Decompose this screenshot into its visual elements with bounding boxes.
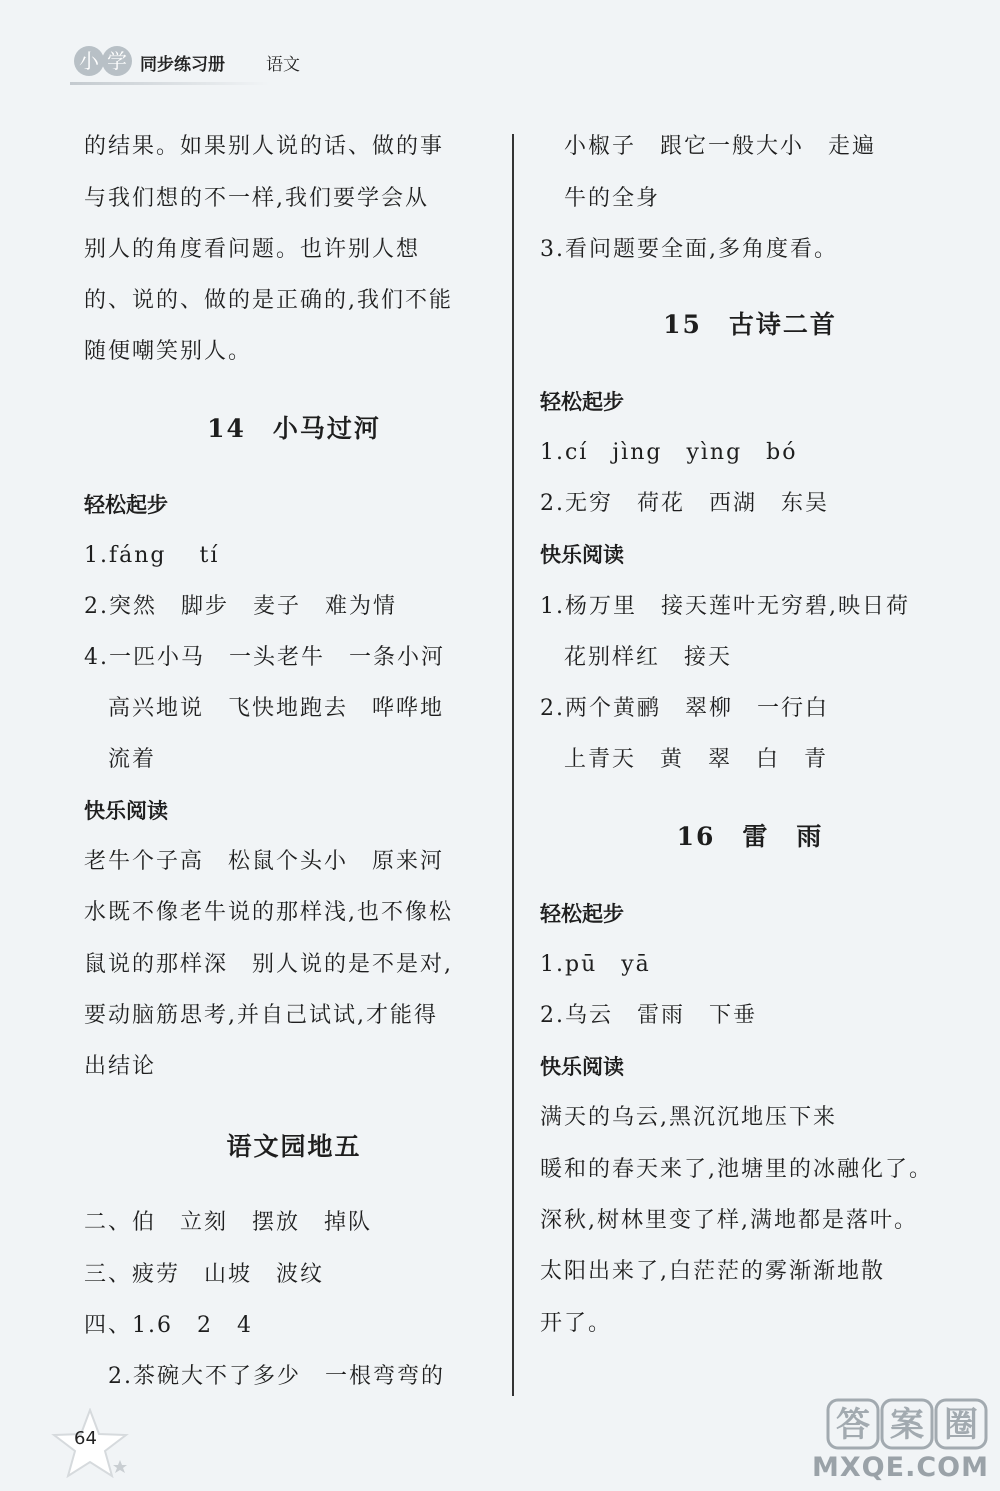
answer-line: 牛的全身 bbox=[540, 186, 661, 211]
text-line: 的结果。如果别人说的话、做的事 bbox=[84, 134, 445, 159]
answer-line: 出结论 bbox=[84, 1054, 157, 1079]
watermark-url: MXQE.COM bbox=[812, 1452, 989, 1483]
answer-line: 2.乌云 雷雨 下垂 bbox=[540, 1003, 757, 1028]
lesson-title-16: 16 雷 雨 bbox=[676, 822, 824, 851]
answer-line: 深秋,树林里变了样,满地都是落叶。 bbox=[540, 1208, 918, 1233]
book-title: 同步练习册 bbox=[140, 55, 225, 75]
section-heading: 快乐阅读 bbox=[84, 799, 168, 823]
answer-line: 花别样红 接天 bbox=[540, 645, 733, 670]
column-divider bbox=[512, 134, 514, 1396]
answer-line: 3.看问题要全面,多角度看。 bbox=[540, 237, 838, 262]
page-number: 64 bbox=[74, 1428, 97, 1449]
watermark-glyph: 案 bbox=[890, 1405, 924, 1445]
logo-char: 学 bbox=[102, 46, 132, 76]
text-line: 的、说的、做的是正确的,我们不能 bbox=[84, 288, 453, 313]
watermark-glyph: 圈 bbox=[944, 1405, 978, 1445]
answer-line: 上青天 黄 翠 白 青 bbox=[540, 747, 829, 772]
answer-line: 满天的乌云,黑沉沉地压下来 bbox=[540, 1105, 837, 1130]
text-line: 随便嘲笑别人。 bbox=[84, 339, 253, 364]
answer-line: 小椒子 跟它一般大小 走遍 bbox=[540, 134, 877, 159]
lesson-title-15: 15 古诗二首 bbox=[663, 310, 837, 339]
watermark-logo-icon bbox=[826, 1396, 992, 1452]
header-rule bbox=[70, 82, 270, 85]
answer-line: 要动脑筋思考,并自己试试,才能得 bbox=[84, 1003, 438, 1028]
answer-line: 四、1.6 2 4 bbox=[84, 1313, 253, 1338]
answer-line: 水既不像老牛说的那样浅,也不像松 bbox=[84, 900, 453, 925]
section-heading: 轻松起步 bbox=[540, 390, 624, 414]
answer-line: 2.突然 脚步 麦子 难为情 bbox=[84, 594, 397, 619]
subject-label: 语文 bbox=[266, 55, 300, 75]
answer-line: 三、疲劳 山坡 波纹 bbox=[84, 1262, 325, 1287]
answer-line: 二、伯 立刻 摆放 掉队 bbox=[84, 1210, 373, 1235]
answer-line: 1.杨万里 接天莲叶无穷碧,映日荷 bbox=[540, 594, 910, 619]
text-line: 别人的角度看问题。也许别人想 bbox=[84, 237, 421, 262]
answer-line: 老牛个子高 松鼠个头小 原来河 bbox=[84, 849, 445, 874]
section-heading: 轻松起步 bbox=[84, 493, 168, 517]
page-header bbox=[70, 44, 490, 84]
answer-line: 2.两个黄鹂 翠柳 一行白 bbox=[540, 696, 829, 721]
answer-line: 太阳出来了,白茫茫的雾渐渐地散 bbox=[540, 1259, 885, 1284]
logo-char: 小 bbox=[74, 46, 104, 76]
answer-line: 4.一匹小马 一头老牛 一条小河 bbox=[84, 645, 445, 670]
answer-line: 1.fáng tí bbox=[84, 543, 220, 568]
section-heading: 轻松起步 bbox=[540, 902, 624, 926]
xiaoxue-logo bbox=[70, 44, 134, 78]
answer-line: 1.cí jìng yìng bó bbox=[540, 440, 798, 465]
answer-line: 2.茶碗大不了多少 一根弯弯的 bbox=[84, 1364, 445, 1389]
section-heading: 快乐阅读 bbox=[540, 543, 624, 567]
answer-line: 暖和的春天来了,池塘里的冰融化了。 bbox=[540, 1157, 933, 1182]
answer-line: 鼠说的那样深 别人说的是不是对, bbox=[84, 952, 453, 977]
answer-line: 2.无穷 荷花 西湖 东吴 bbox=[540, 491, 829, 516]
watermark-glyph: 答 bbox=[836, 1405, 870, 1445]
lesson-title-14: 14 小马过河 bbox=[207, 414, 381, 443]
text-line: 与我们想的不一样,我们要学会从 bbox=[84, 186, 429, 211]
answer-line: 流着 bbox=[84, 747, 157, 772]
answer-line: 高兴地说 飞快地跑去 哗哗地 bbox=[84, 696, 445, 721]
answer-line: 1.pū yā bbox=[540, 952, 651, 977]
section-heading: 快乐阅读 bbox=[540, 1055, 624, 1079]
answer-line: 开了。 bbox=[540, 1311, 613, 1336]
unit-title-5: 语文园地五 bbox=[226, 1132, 362, 1161]
